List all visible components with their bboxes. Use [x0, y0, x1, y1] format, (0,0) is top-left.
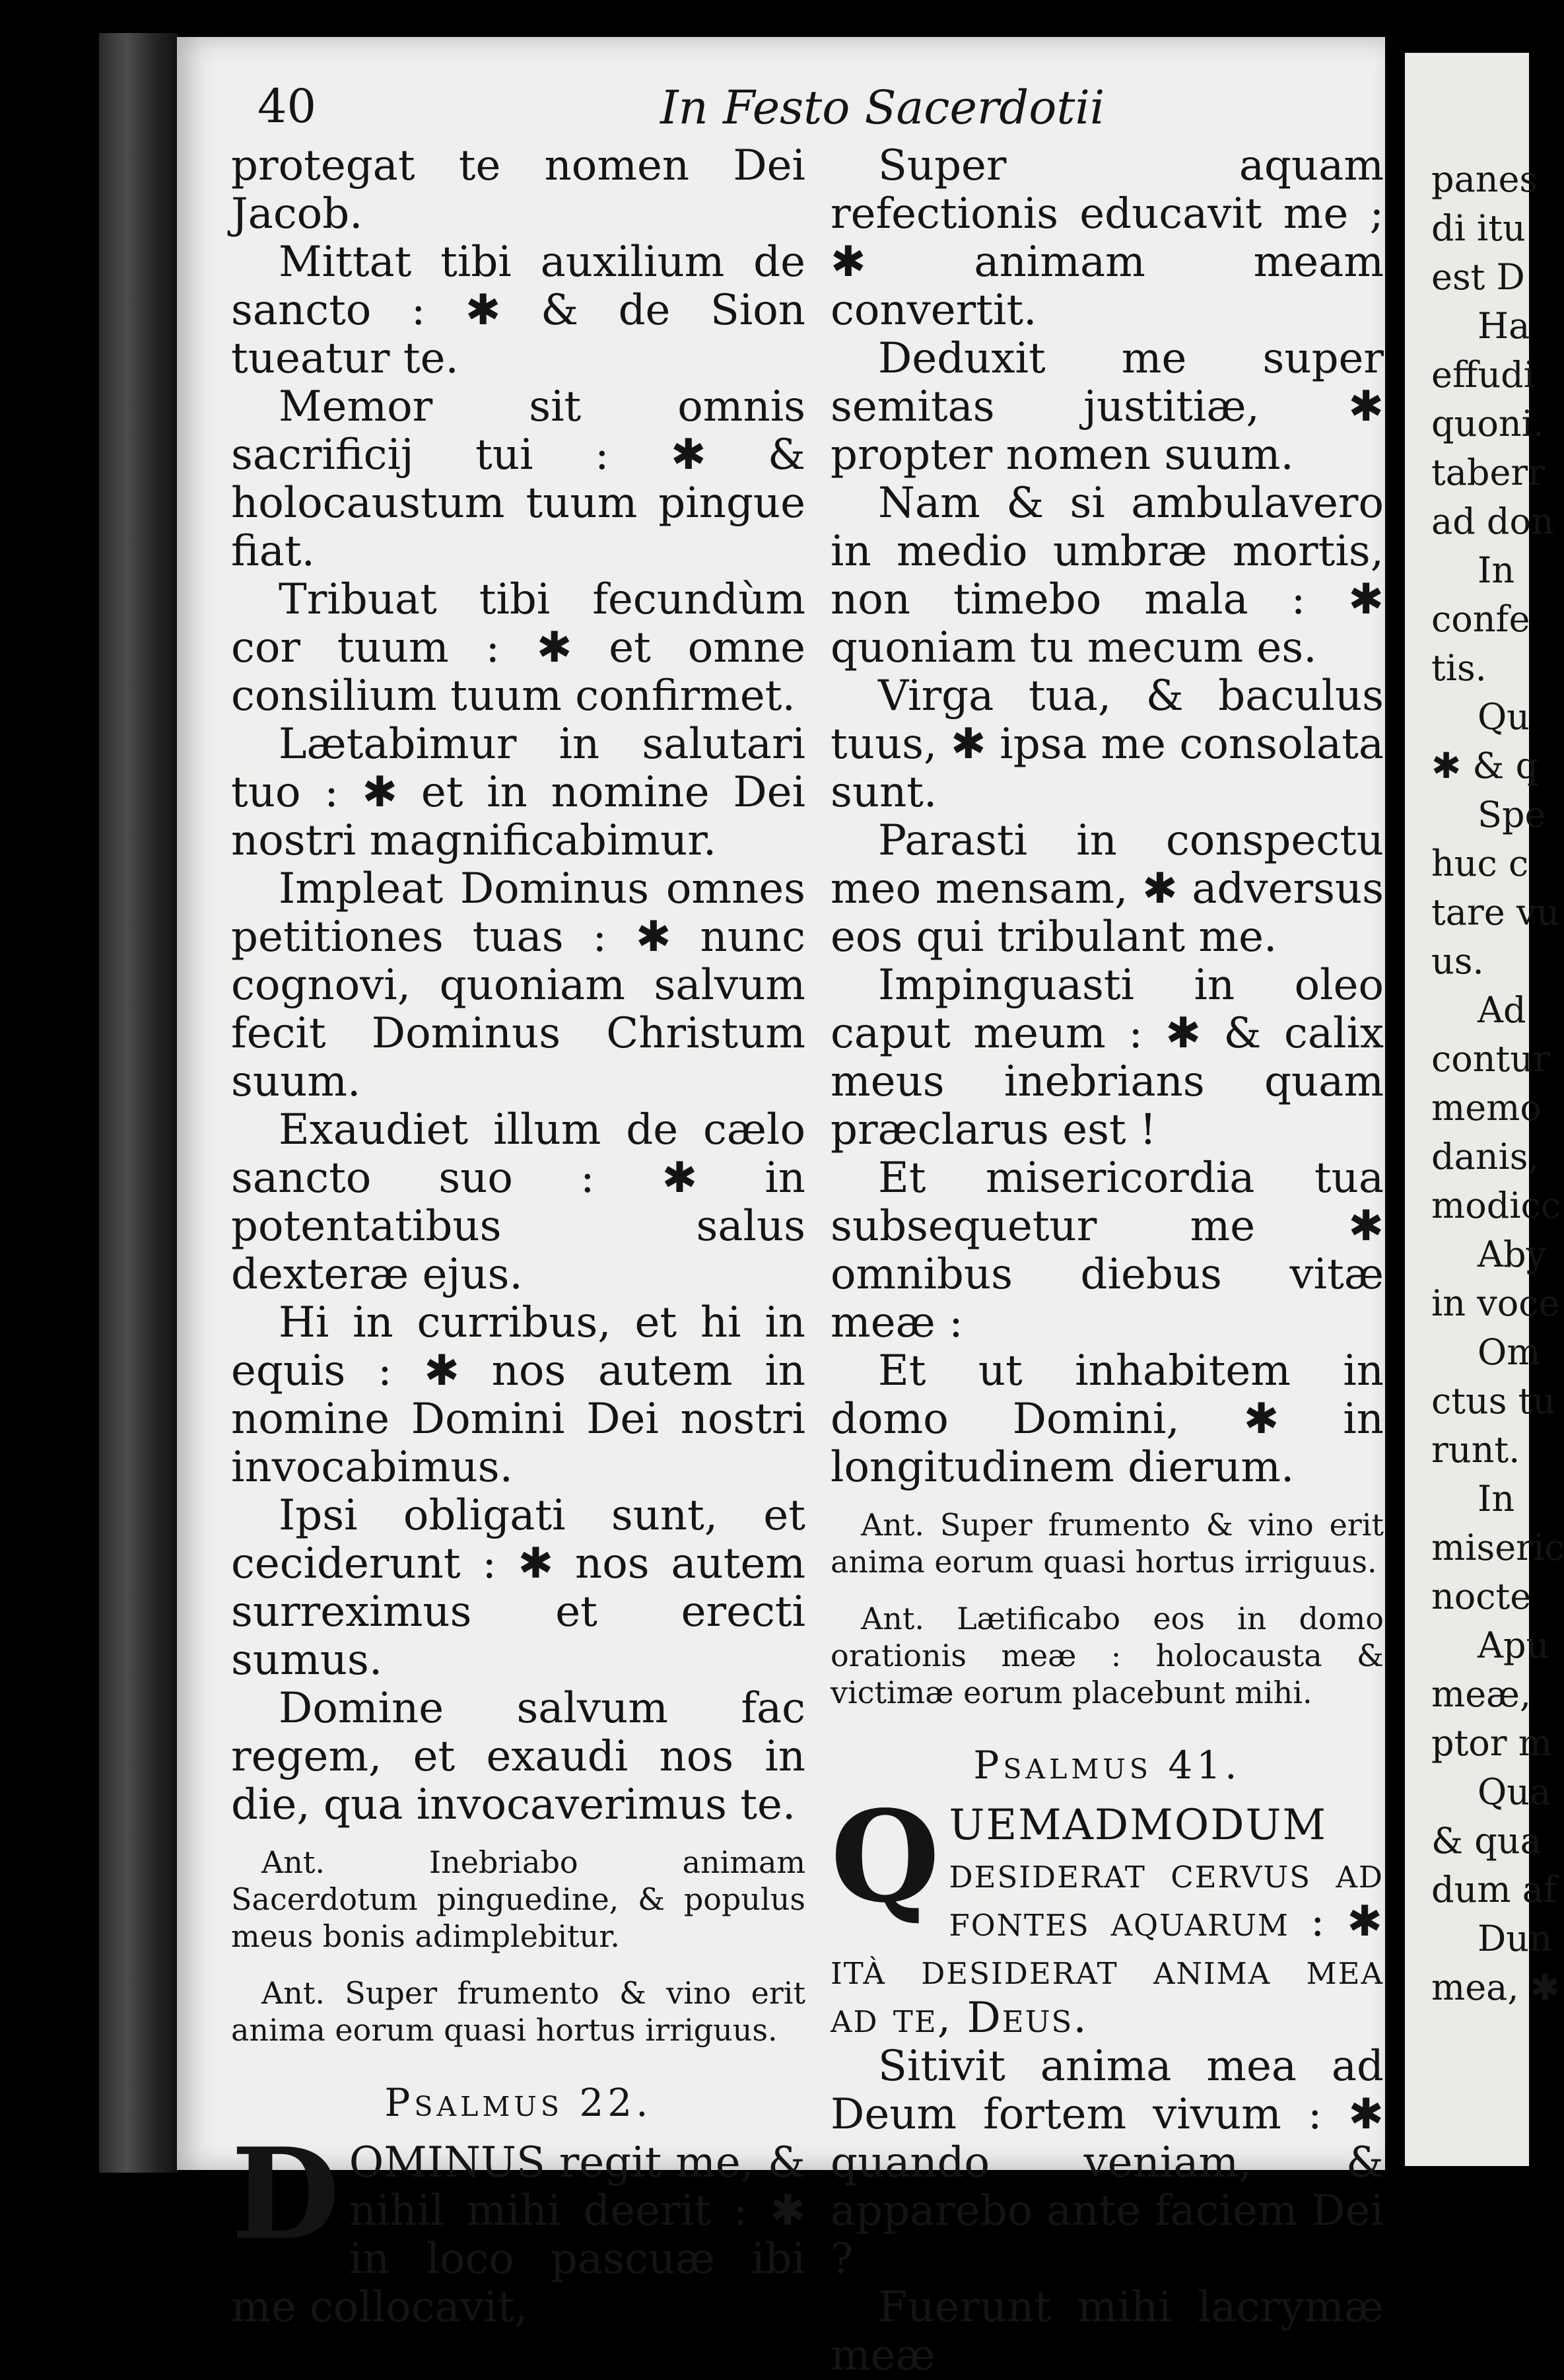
verse: Domine salvum fac regem, et exaudi nos in die, qua invocaverimus te.	[231, 1684, 805, 1829]
next-page-line: Spe	[1478, 794, 1546, 835]
next-page-line: In	[1478, 1478, 1515, 1520]
next-page-line: quoni.	[1431, 403, 1545, 444]
next-page-line: Apu	[1478, 1625, 1549, 1666]
verse: Impinguasti in oleo caput meum : ✱ & calix meus inebrians quam præclarus est !	[831, 961, 1384, 1154]
next-page-line: Qua	[1478, 1771, 1551, 1813]
verse: Mittat tibi auxilium de sancto : ✱ & de Sion tueatur te.	[231, 238, 805, 383]
next-page-line: mea, ✱	[1431, 1967, 1560, 2008]
next-page-line: di itu	[1431, 207, 1526, 249]
verse: Parasti in conspectu meo mensam, ✱ adversus eos qui tribulant me.	[831, 816, 1384, 962]
next-page-line: huc c	[1431, 843, 1529, 884]
next-page-line: taberr	[1431, 452, 1546, 493]
antiphon: Ant. Lætificabo eos in domo orationis meæ : holocausta & victimæ eorum placebunt mihi.	[831, 1601, 1384, 1710]
verse: Fuerunt mihi lacrymæ meæ	[831, 2283, 1384, 2380]
right-column	[831, 142, 1384, 2380]
next-page-line: in voce	[1431, 1282, 1560, 1324]
next-page-line: Dun	[1478, 1918, 1552, 1959]
next-page-line: modicc	[1431, 1185, 1561, 1226]
next-page-line: tis.	[1431, 647, 1487, 689]
next-page-line: miseric	[1431, 1527, 1564, 1568]
next-page-line: ✱ & q	[1431, 745, 1539, 787]
left-column	[231, 142, 805, 2332]
next-page-line: In	[1478, 549, 1515, 591]
antiphon: Ant. Super frumento & vino erit anima eorum quasi hortus irriguus.	[231, 1975, 805, 2048]
next-page-line: Ad	[1478, 989, 1526, 1031]
verse: Impleat Dominus omnes petitiones tuas : ✱ nunc cognovi, quoniam salvum fecit Dominus Christum suum.	[231, 864, 805, 1106]
next-page-line: Om	[1478, 1331, 1541, 1373]
next-page-line: tare vu	[1431, 892, 1560, 933]
next-page-line: Ha	[1478, 305, 1530, 347]
psalm-opening	[831, 1783, 1384, 2043]
next-page-line: confe	[1431, 598, 1530, 640]
next-page-line: runt.	[1431, 1429, 1520, 1471]
running-head: In Festo Sacerdotii	[660, 81, 1105, 135]
antiphon: Ant. Inebriabo animam Sacerdotum pinguedine, & populus meus bonis adimplebitur.	[231, 1844, 805, 1954]
drop-cap: D	[231, 2120, 340, 2268]
psalm-opening-text: UEMADMODUM desiderat cervus ad fontes aquarum : ✱ ità desiderat anima mea ad te, Deus.	[831, 1801, 1384, 2043]
next-page-edge	[1405, 53, 1564, 2166]
verse: Sitivit anima mea ad Deum fortem vivum : ✱ quando veniam, & apparebo ante faciem Dei ?	[831, 2042, 1384, 2284]
next-page-line: & qua	[1431, 1820, 1542, 1862]
verse: Nam & si ambulavero in medio umbræ mortis, non timebo mala : ✱ quoniam tu mecum es.	[831, 479, 1384, 672]
verse: Memor sit omnis sacrificij tui : ✱ & holocaustum tuum pingue fiat.	[231, 382, 805, 576]
verse: Et ut inhabitem in domo Domini, ✱ in longitudinem dierum.	[831, 1347, 1384, 1492]
next-page-line: contur	[1431, 1038, 1550, 1080]
next-page-line: meæ,	[1431, 1673, 1532, 1715]
verse: Deduxit me super semitas justitiæ, ✱ propter nomen suum.	[831, 334, 1384, 479]
next-page-line: dum af	[1431, 1869, 1557, 1910]
next-page-line: ad don	[1431, 501, 1554, 542]
psalm-heading: Psalmus 22.	[384, 2080, 652, 2125]
verse: Tribuat tibi fecundùm cor tuum : ✱ et omne consilium tuum confirmet.	[231, 575, 805, 720]
antiphon: Ant. Super frumento & vino erit anima eorum quasi hortus irriguus.	[831, 1507, 1384, 1580]
verse: Ipsi obligati sunt, et ceciderunt : ✱ nos autem surreximus et erecti sumus.	[231, 1491, 805, 1685]
verse: Lætabimur in salutari tuo : ✱ et in nomine Dei nostri magnificabimur.	[231, 720, 805, 865]
next-page-line: ctus tu	[1431, 1380, 1556, 1422]
verse: Et misericordia tua subsequetur me ✱ omnibus diebus vitæ meæ :	[831, 1154, 1384, 1347]
verse: Exaudiet illum de cælo sancto suo : ✱ in potentatibus salus dexteræ ejus.	[231, 1105, 805, 1299]
next-page-line: ptor m	[1431, 1722, 1552, 1764]
psalm-heading: Psalmus 41.	[973, 1743, 1241, 1788]
verse: Super aquam refectionis educavit me ; ✱ animam meam convertit.	[831, 141, 1384, 335]
next-page-line: est D	[1431, 256, 1525, 298]
next-page-line: danis,	[1431, 1136, 1540, 1177]
drop-cap: Q	[831, 1783, 940, 1930]
next-page-line: panes	[1431, 158, 1538, 200]
page-number: 40	[257, 79, 317, 133]
next-page-line: Aby	[1478, 1234, 1547, 1275]
next-page-line: effudi	[1431, 354, 1535, 396]
verse: protegat te nomen Dei Jacob.	[231, 141, 805, 238]
next-page-line: memo	[1431, 1087, 1542, 1129]
next-page-line: us.	[1431, 940, 1484, 982]
book-spine	[99, 33, 178, 2173]
next-page-line: nocte	[1431, 1576, 1532, 1617]
verse: Virga tua, & baculus tuus, ✱ ipsa me consolata sunt.	[831, 672, 1384, 817]
psalm-opening	[231, 2120, 805, 2332]
next-page-line: Qu	[1478, 696, 1530, 738]
verse: Hi in curribus, et hi in equis : ✱ nos autem in nomine Domini Dei nostri invocabimus.	[231, 1298, 805, 1492]
psalm-opening-text: OMINUS regit me, & nihil mihi deerit : ✱ in loco pascuæ ibi me collocavit,	[231, 2138, 805, 2332]
